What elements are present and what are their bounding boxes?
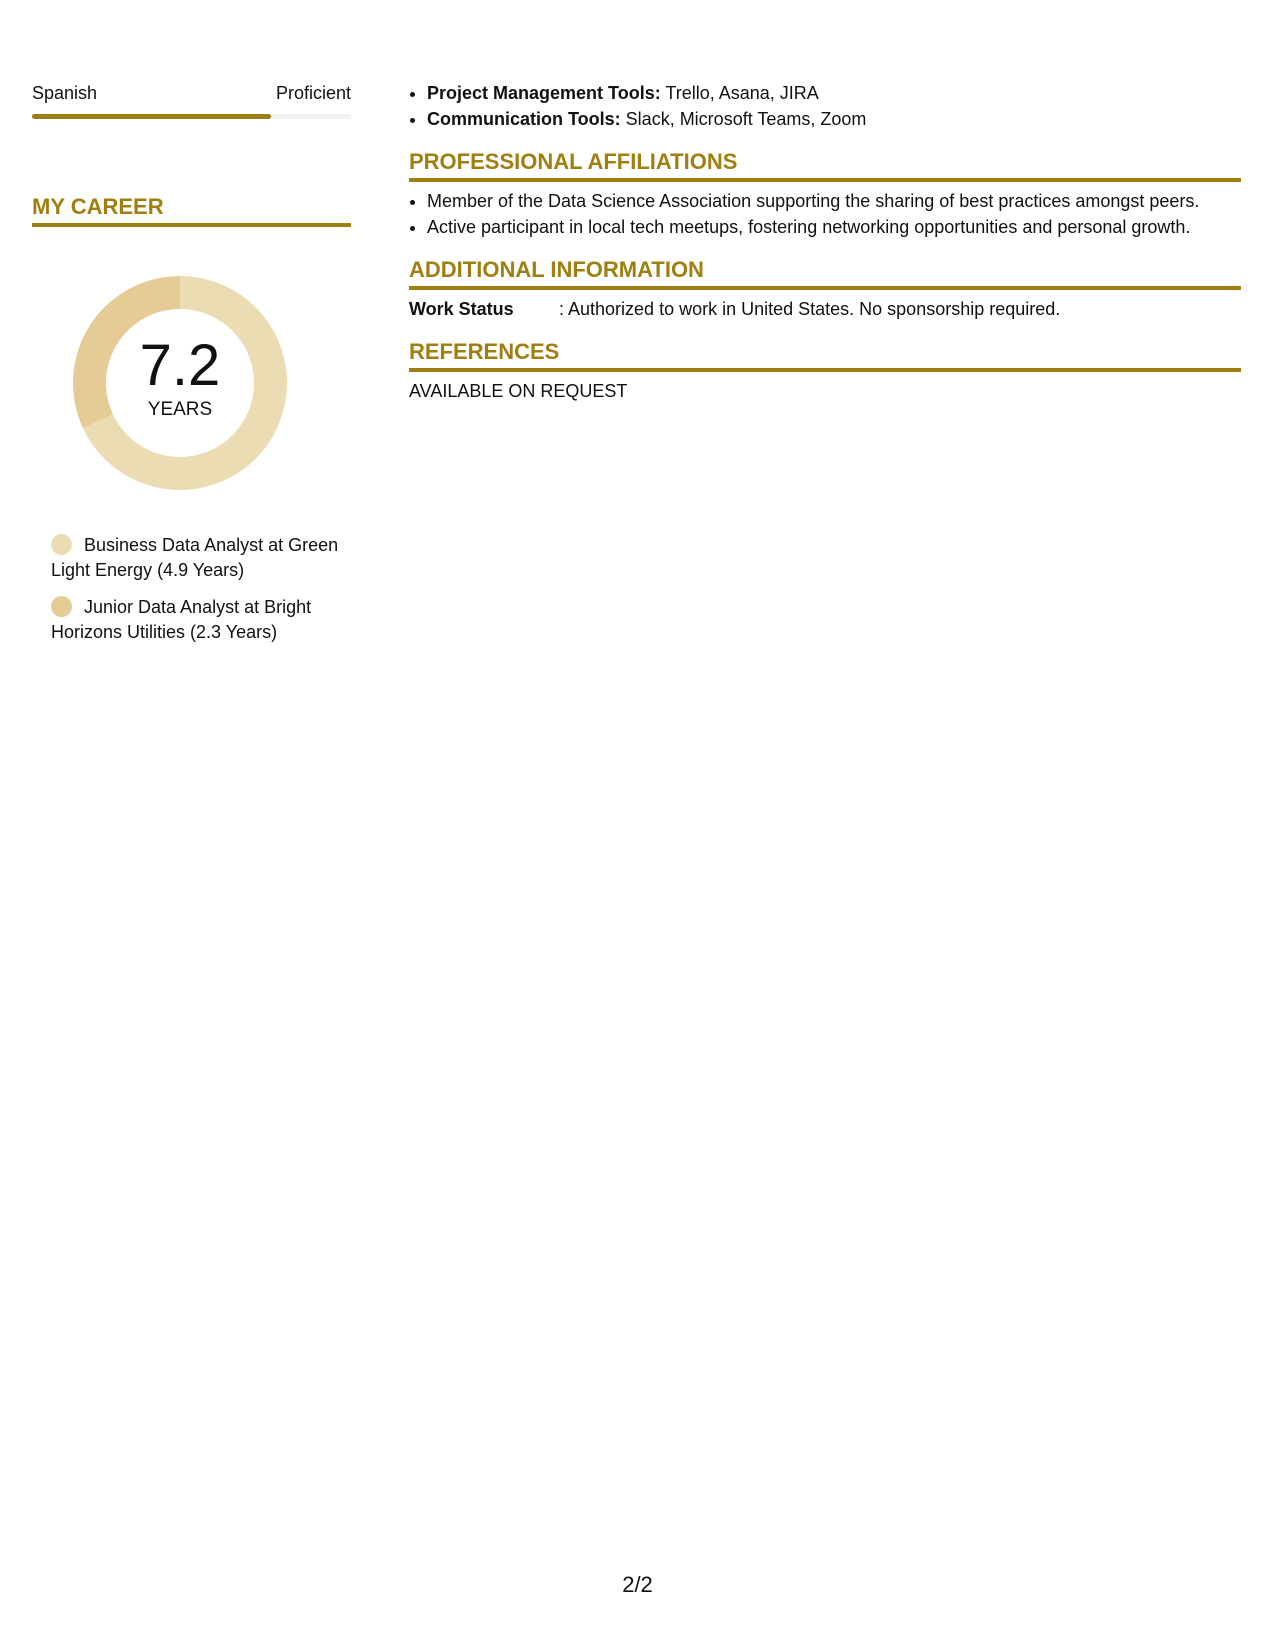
affiliations-list [409,188,1241,240]
references-heading: REFERENCES [409,338,1241,372]
left-column [32,80,351,657]
skill-item [427,80,1241,106]
donut-center [66,269,294,497]
skills-list [409,80,1241,132]
right-column [409,80,1241,404]
skill-item [427,106,1241,132]
career-heading: MY CAREER [32,193,351,227]
additional-info-heading: ADDITIONAL INFORMATION [409,256,1241,290]
career-legend [51,533,341,645]
affiliation-item: • Active participant in local tech meetups, fostering networking opportunities and personal growth. [427,214,1241,240]
legend-swatch [51,534,72,555]
affiliation-item: • Member of the Data Science Association supporting the sharing of best practices amongst peers. [427,188,1241,214]
work-status-row [409,296,1241,322]
career-total-years: 7.2 [139,333,221,398]
career-donut-chart [66,269,294,497]
skill-label: Project Management Tools: [427,83,661,103]
work-status-value: : Authorized to work in United States. No sponsorship required. [559,299,1061,319]
skill-value: Trello, Asana, JIRA [660,83,819,103]
legend-item [51,533,341,583]
language-proficiency-fill [32,114,271,119]
language-proficiency-bar [32,114,351,119]
legend-item [51,595,341,645]
skill-label: Communication Tools: [427,109,621,129]
legend-label: Business Data Analyst at Green Light Energy (4.9 Years) [51,535,339,580]
page-number: 2/2 [622,1572,653,1597]
affiliations-heading: PROFESSIONAL AFFILIATIONS [409,148,1241,182]
legend-label: Junior Data Analyst at Bright Horizons Utilities (2.3 Years) [51,597,312,642]
language-level: Proficient [275,83,351,103]
work-status-label: Work Status [409,299,514,319]
language-row [32,80,351,106]
language-name: Spanish [32,83,98,103]
references-text: AVAILABLE ON REQUEST [409,381,628,401]
legend-swatch [51,596,72,617]
skill-value: Slack, Microsoft Teams, Zoom [620,109,867,129]
career-total-unit: YEARS [147,399,213,420]
